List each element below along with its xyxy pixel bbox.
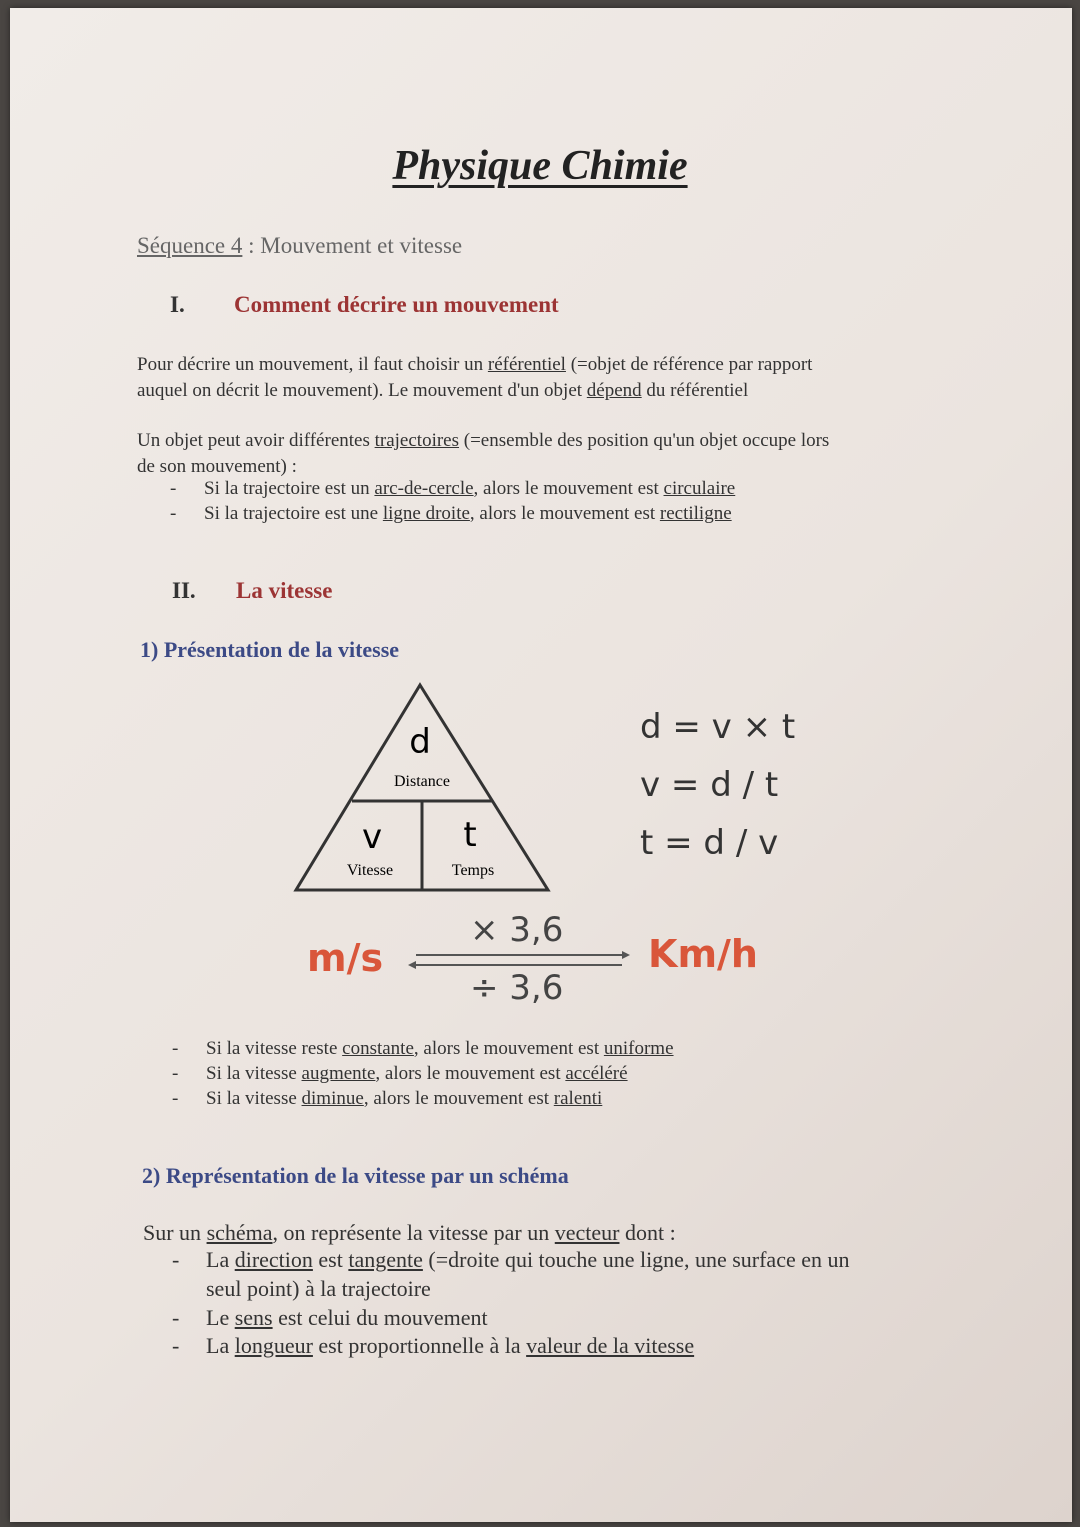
triangle-distance-word: Distance: [394, 773, 450, 790]
paragraph-trajectoires: [137, 428, 829, 480]
formula-temps: t = d / v: [640, 823, 779, 863]
triangle-temps-word: Temps: [451, 862, 495, 879]
list-item: - La direction est tangente (=droite qui touche une ligne, une surface en un: [172, 1247, 850, 1272]
forward-arrow-head: [622, 951, 630, 959]
section-1-heading: I. Comment décrire un mouvement: [170, 292, 559, 317]
dvt-triangle: [290, 680, 555, 896]
list-item: - Si la vitesse augmente, alors le mouvement est accéléré: [172, 1063, 628, 1084]
formula-distance: d = v × t: [640, 707, 796, 747]
conversion-arrows: [408, 948, 630, 972]
list-item-continuation: seul point) à la trajectoire: [206, 1276, 431, 1301]
triangle-vitesse-word: Vitesse: [346, 862, 394, 879]
section-2-heading: II. La vitesse: [172, 578, 333, 603]
text-line: auquel on décrit le mouvement). Le mouvement d'un objet dépend du référentiel: [137, 380, 749, 401]
list-item: - Si la vitesse reste constante, alors le mouvement est uniforme: [172, 1038, 674, 1059]
list-item: - Le sens est celui du mouvement: [172, 1305, 488, 1330]
formula-vitesse: v = d / t: [640, 765, 779, 805]
sequence-label: Séquence 4: [137, 233, 243, 258]
text-line: Pour décrire un mouvement, il faut choisir un référentiel (=objet de référence par rapport: [137, 354, 813, 375]
multiply-factor: × 3,6: [470, 910, 564, 950]
sequence-line: Séquence 4 : Mouvement et vitesse: [137, 233, 463, 258]
unit-ms: m/s: [307, 936, 384, 980]
list-item: - Si la trajectoire est une ligne droite, alors le mouvement est rectiligne: [170, 503, 732, 524]
triangle-d-letter: d: [409, 722, 431, 762]
page-title: Physique Chimie: [392, 143, 688, 189]
list-item: - La longueur est proportionnelle à la valeur de la vitesse: [172, 1333, 695, 1358]
subsection-1-heading: 1) Présentation de la vitesse: [140, 637, 400, 662]
divide-factor: ÷ 3,6: [470, 968, 564, 1008]
paragraph-referentiel: [137, 352, 812, 404]
subsection-2-heading: 2) Représentation de la vitesse par un schéma: [142, 1163, 569, 1188]
sequence-topic: Mouvement et vitesse: [260, 233, 463, 258]
text-line: de son mouvement) :: [137, 456, 297, 477]
text-line: Un objet peut avoir différentes trajectoires (=ensemble des position qu'un objet occupe lors: [137, 430, 830, 451]
unit-kmh: Km/h: [648, 932, 758, 976]
list-item: - Si la vitesse diminue, alors le mouvement est ralenti: [172, 1088, 603, 1109]
triangle-t-letter: t: [463, 815, 477, 855]
vector-intro: Sur un schéma, on représente la vitesse par un vecteur dont :: [143, 1220, 676, 1245]
list-item: - Si la trajectoire est un arc-de-cercle, alors le mouvement est circulaire: [170, 478, 736, 499]
triangle-v-letter: v: [361, 817, 383, 857]
backward-arrow-head: [408, 961, 416, 969]
